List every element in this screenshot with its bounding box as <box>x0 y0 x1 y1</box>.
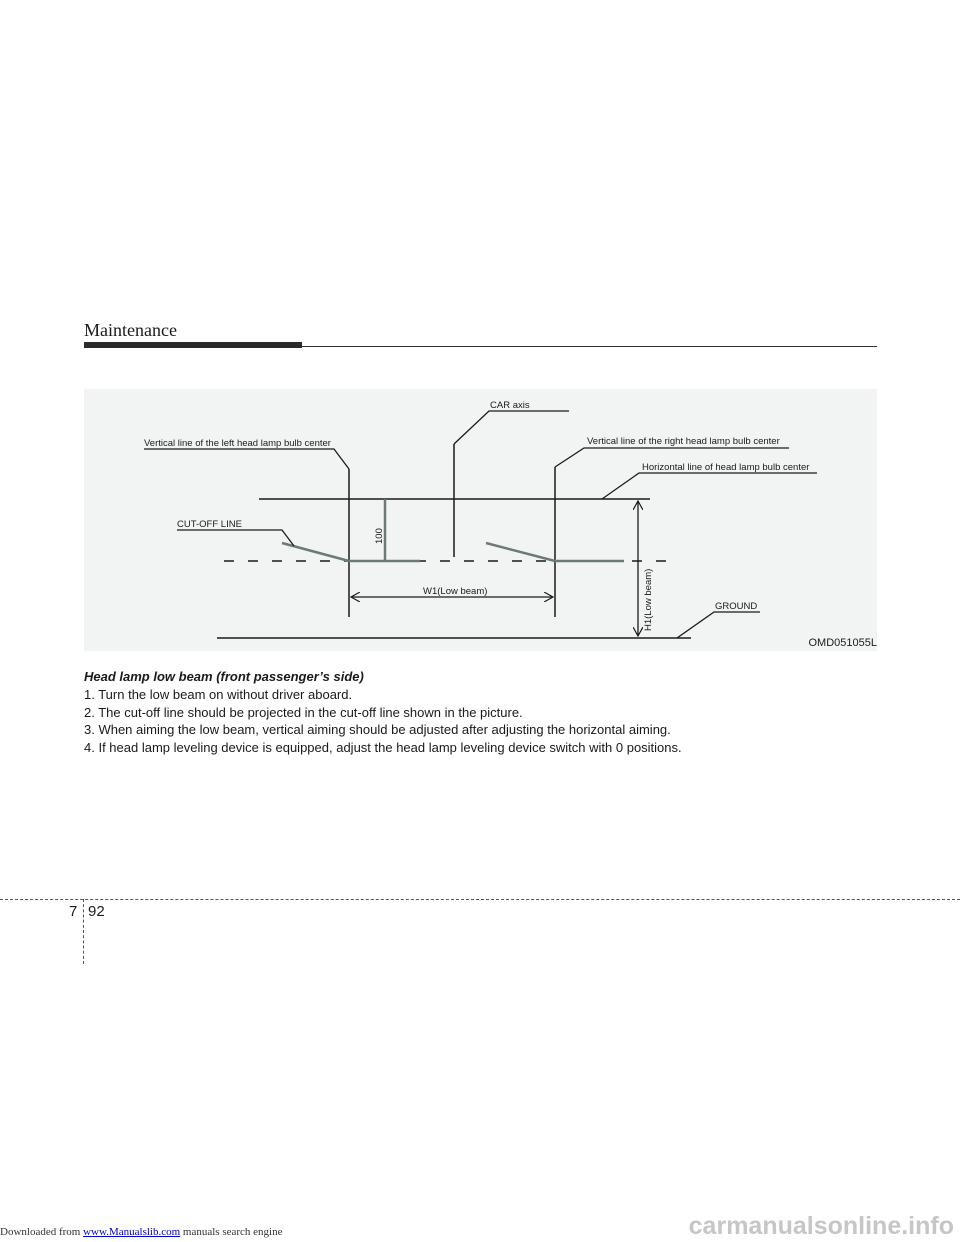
horizontal-line-leader <box>602 473 817 499</box>
download-suffix: manuals search engine <box>180 1226 283 1238</box>
figure-caption: Head lamp low beam (front passenger’s side) <box>84 669 364 684</box>
download-notice <box>0 1226 282 1238</box>
diagram-svg <box>84 389 877 651</box>
footer-vertical-divider <box>83 899 84 964</box>
header-rule-accent <box>84 342 302 348</box>
w1-label: W1(Low beam) <box>423 586 488 597</box>
list-item: 1. Turn the low beam on without driver aboard. <box>84 687 353 702</box>
site-watermark: carmanualsonline.info <box>688 1212 954 1240</box>
right-vertical-label: Vertical line of the right head lamp bulb center <box>587 436 780 447</box>
list-item: 4. If head lamp leveling device is equipped, adjust the head lamp leveling device switch with 0 positions. <box>84 739 682 755</box>
left-cutoff-slope <box>282 543 349 561</box>
car-axis-label: CAR axis <box>490 400 530 411</box>
section-title: Maintenance <box>84 320 177 340</box>
horizontal-line-label: Horizontal line of head lamp bulb center <box>642 462 810 473</box>
figure-code: OMD051055L <box>808 637 877 649</box>
car-axis-leader <box>454 411 569 444</box>
left-vertical-leader <box>144 449 349 469</box>
left-vertical-label: Vertical line of the left head lamp bulb center <box>144 438 331 449</box>
headlamp-aiming-diagram <box>84 389 877 651</box>
right-cutoff-slope <box>486 543 555 561</box>
page-number: 92 <box>88 903 105 920</box>
ground-label: GROUND <box>715 601 758 612</box>
footer-divider <box>0 899 960 900</box>
instruction-list <box>84 686 682 756</box>
cutoff-line-label: CUT-OFF LINE <box>177 519 242 530</box>
cutoff-leader <box>177 530 294 546</box>
chapter-number: 7 <box>69 903 78 920</box>
manualslib-link[interactable]: www.Manualslib.com <box>83 1226 181 1238</box>
list-item: 2. The cut-off line should be projected in the cut-off line shown in the picture. <box>84 704 523 720</box>
h1-label: H1(Low beam) <box>643 568 654 631</box>
download-prefix: Downloaded from <box>0 1226 84 1238</box>
list-item: 3. When aiming the low beam, vertical aiming should be adjusted after adjusting the horizontal aiming. <box>84 722 671 738</box>
ground-leader <box>677 612 760 638</box>
offset-100-label: 100 <box>374 528 385 544</box>
